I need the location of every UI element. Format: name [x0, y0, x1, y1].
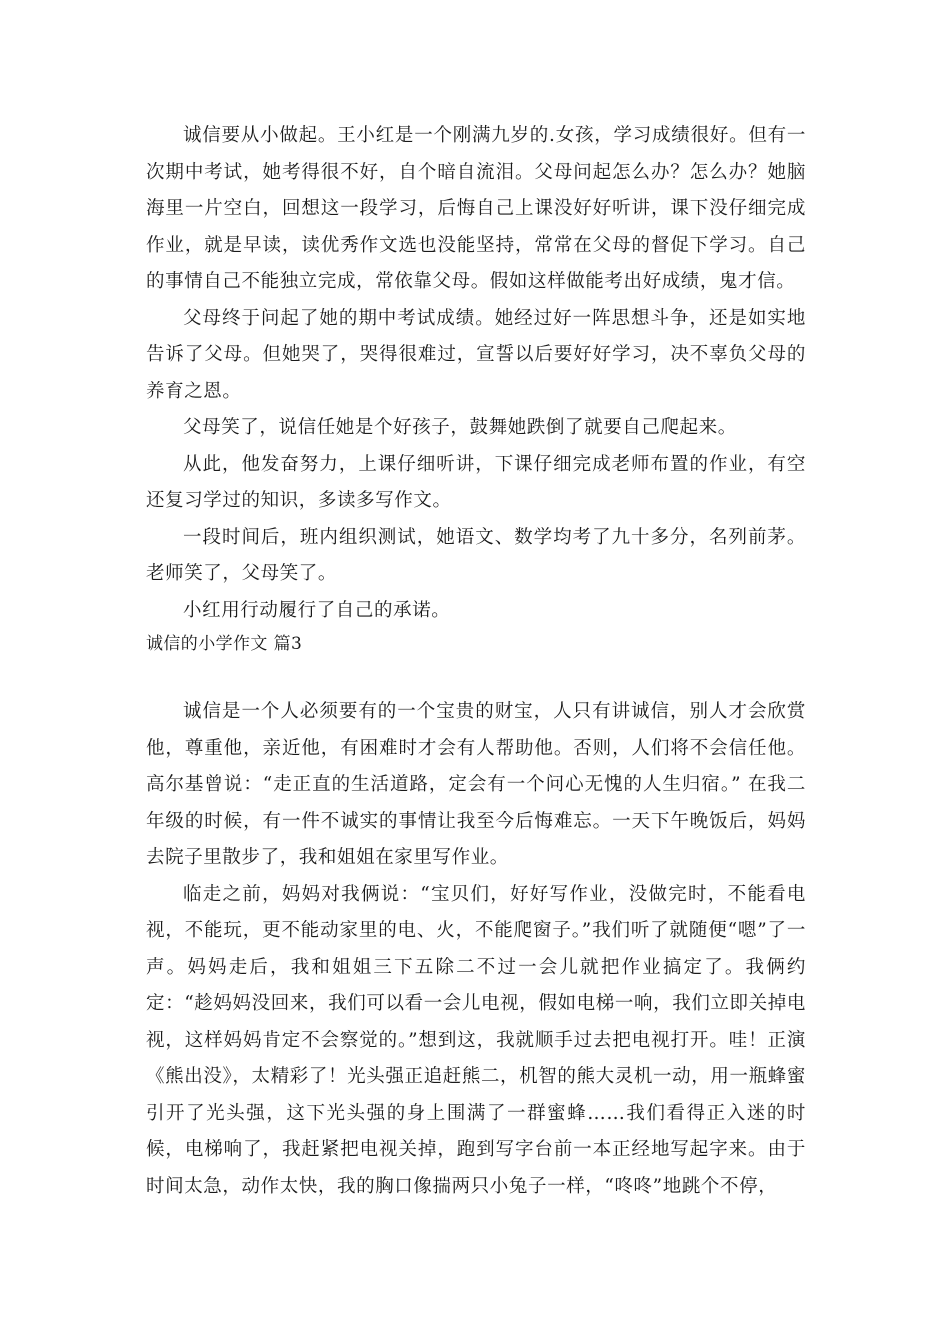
paragraph: 一段时间后，班内组织测试，她语文、数学均考了九十多分，名列前茅。老师笑了，父母笑了。 [146, 526, 806, 584]
paragraph: 临走之前，妈妈对我俩说：“宝贝们，好好写作业，没做完时，不能看电视，不能玩，更不能动家里的电、火，不能爬窗子。”我们听了就随便“嗯”了一声。妈妈走后，我和姐姐三下五除二不过一会儿就把作业搞定了。我俩约定：“趁妈妈没回来，我们可以看一会儿电视，假如电梯一响，我们立即关掉电视，这样妈妈肯定不会察觉的。”想到这，我就顺手过去把电视打开。哇！正演《熊出没》，太精彩了！光头强正追赶熊二，机智的熊大灵机一动，用一瓶蜂蜜引开了光头强，这下光头强的身上围满了一群蜜蜂……我们看得正入迷的时候，电梯响了，我赶紧把电视关掉，跑到写字台前一本正经地写起字来。由于时间太急，动作太快，我的胸口像揣两只小兔子一样，“咚咚”地跳个不停， [146, 883, 806, 1197]
paragraph: 诚信要从小做起。王小红是一个刚满九岁的.女孩，学习成绩很好。但有一次期中考试，她考得很不好，自个暗自流泪。父母问起怎么办？怎么办？她脑海里一片空白，回想这一段学习，后悔自己上课没好好听讲，课下没仔细完成作业，就是早读，读优秀作文选也没能坚持，常常在父母的督促下学习。自己的事情自己不能独立完成，常依靠父母。假如这样做能考出好成绩，鬼才信。 [146, 125, 806, 292]
essay-section-3-body [146, 694, 806, 1205]
paragraph: 父母笑了，说信任她是个好孩子，鼓舞她跌倒了就要自己爬起来。 [183, 417, 737, 438]
paragraph: 小红用行动履行了自己的承诺。 [183, 599, 451, 621]
section-heading: 诚信的小学作文 篇3 [146, 634, 303, 654]
essay-section-2-body [146, 118, 806, 629]
paragraph: 从此，他发奋努力，上课仔细听讲，下课仔细完成老师布置的作业，有空还复习学过的知识，多读多写作文。 [146, 453, 806, 511]
paragraph: 父母终于问起了她的期中考试成绩。她经过好一阵思想斗争，还是如实地告诉了父母。但她哭了，哭得很难过，宣誓以后要好好学习，决不辜负父母的养育之恩。 [146, 307, 806, 402]
paragraph: 诚信是一个人必须要有的一个宝贵的财宝，人只有讲诚信，别人才会欣赏他，尊重他，亲近他，有困难时才会有人帮助他。否则，人们将不会信任他。高尔基曾说：“走正直的生活道路，定会有一个问心无愧的人生归宿。” 在我二年级的时候，有一件不诚实的事情让我至今后悔难忘。一天下午晚饭后，妈妈去院子里散步了，我和姐姐在家里写作业。 [146, 701, 806, 868]
